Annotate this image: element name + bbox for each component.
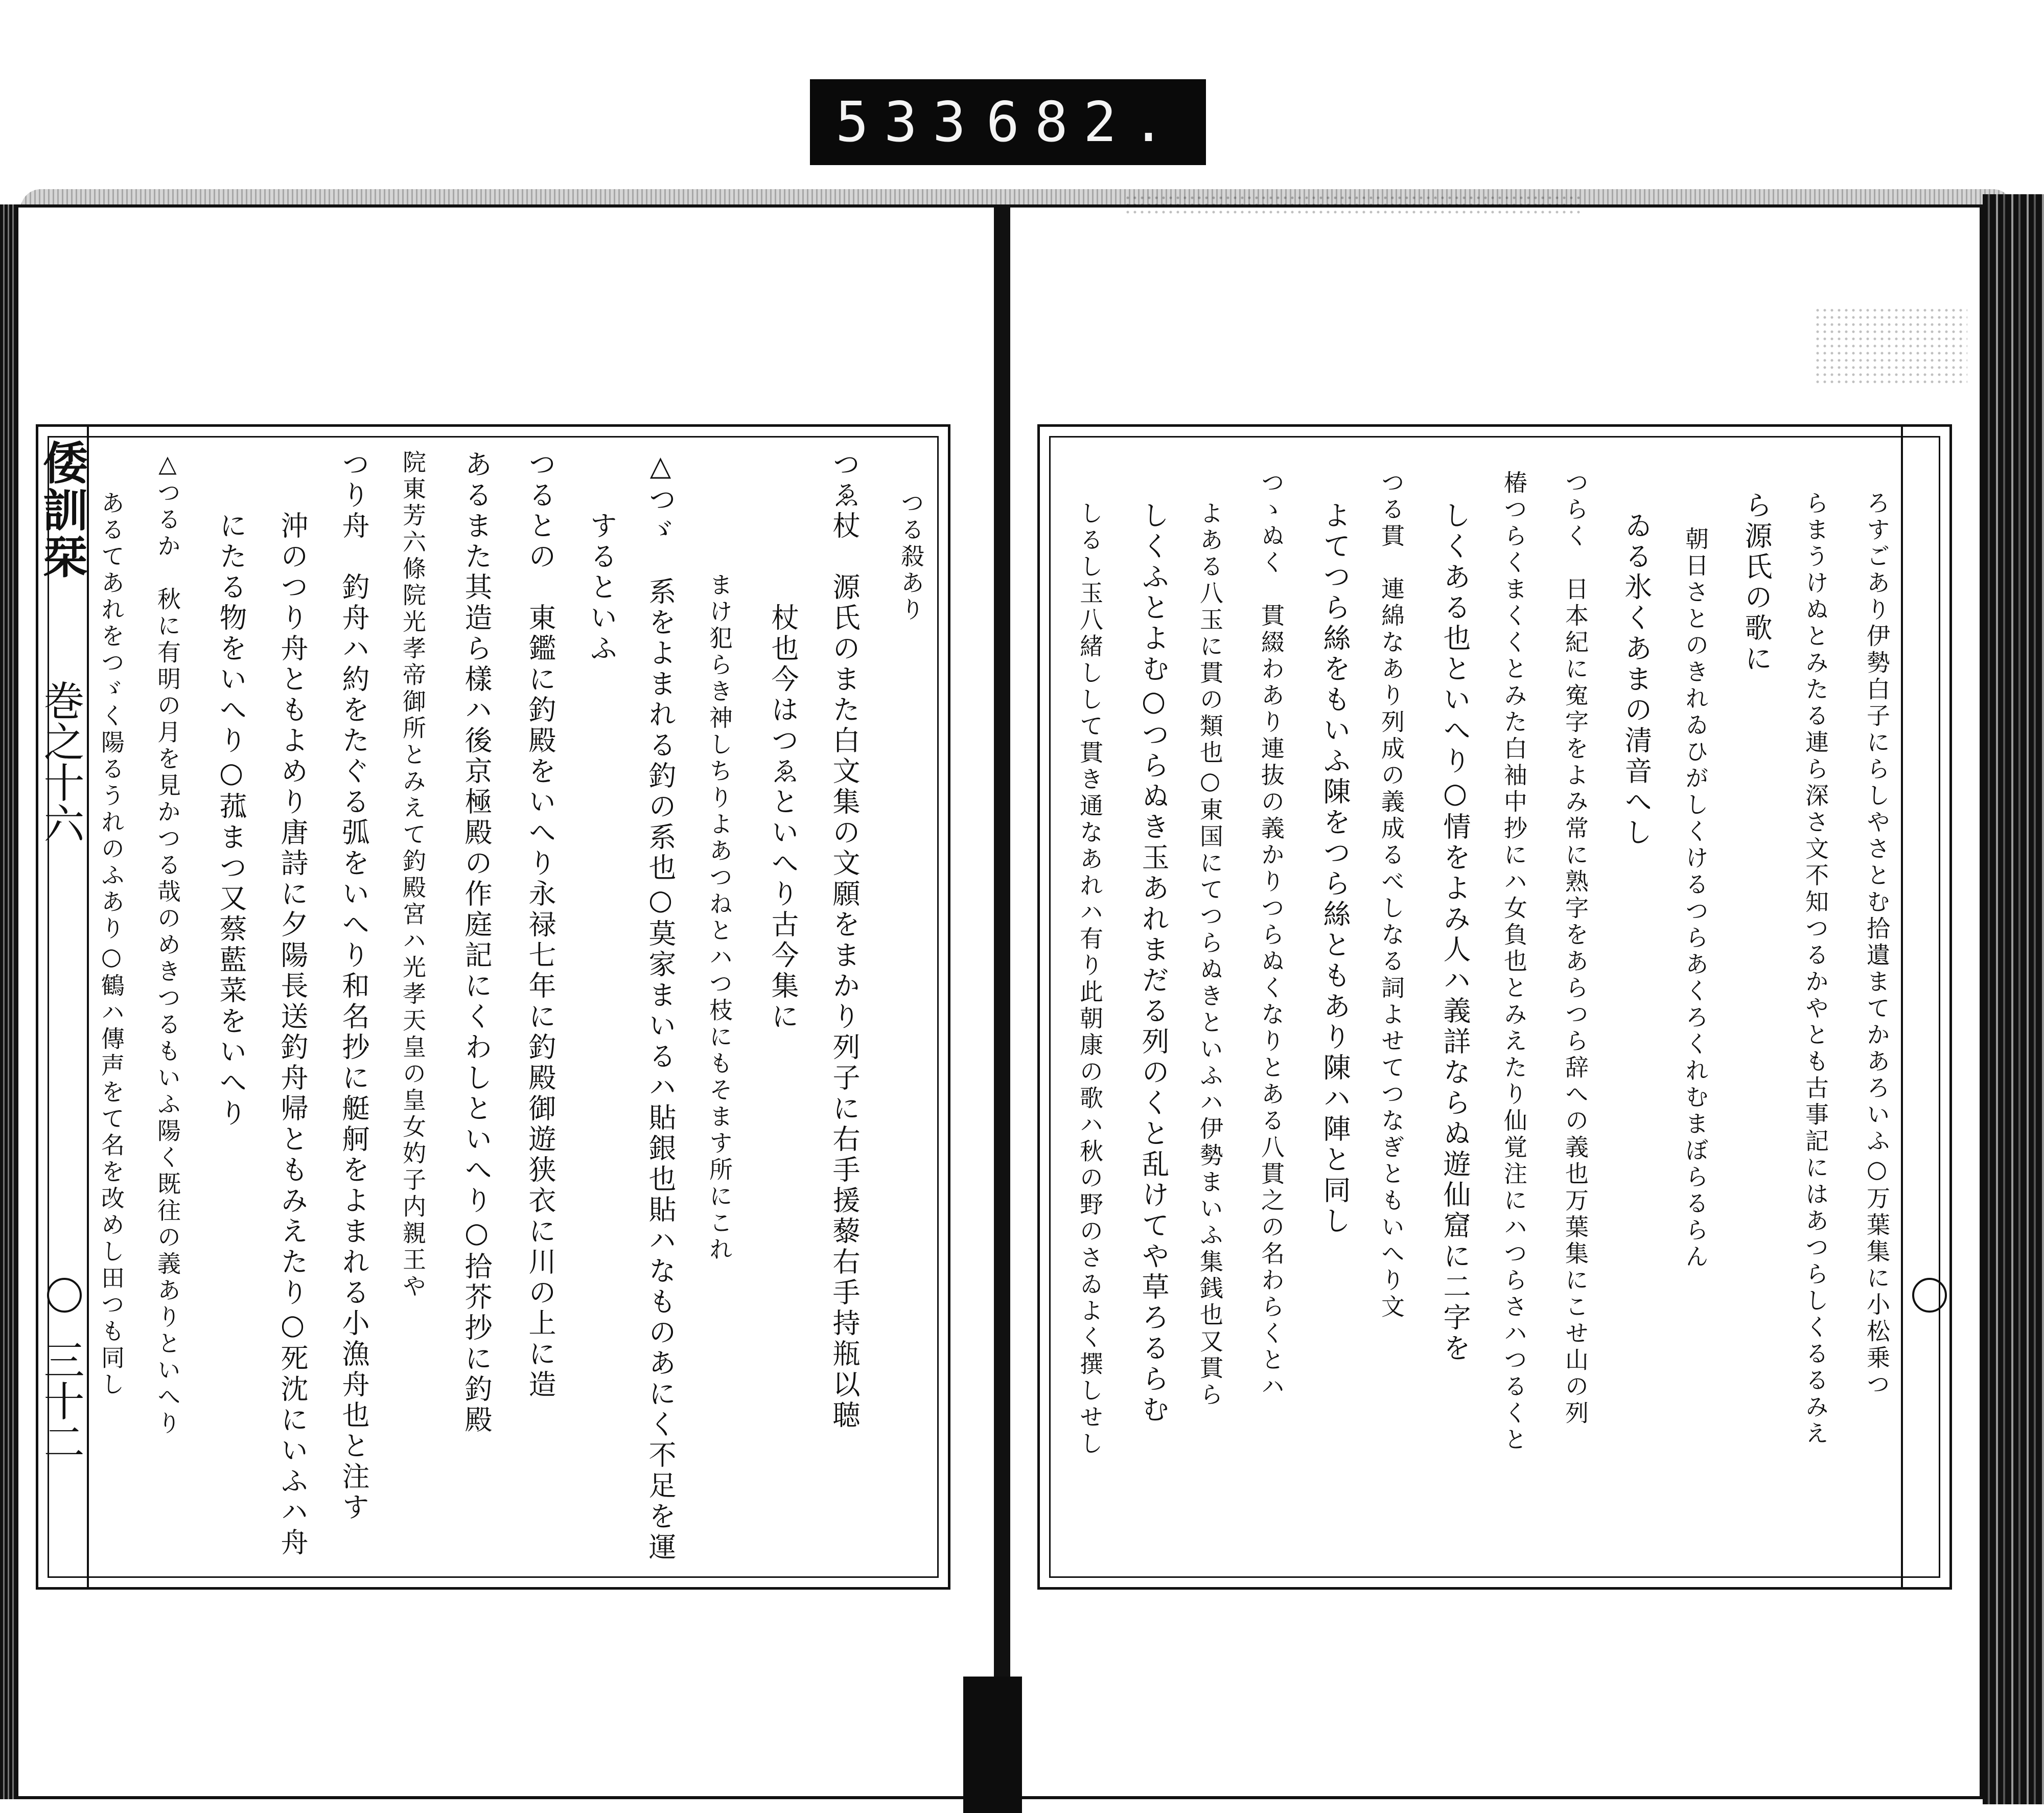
right-col-2: らまうけぬとみたる連ら深さ文不知つるかやとも古事記にはあつらしくるるみえ bbox=[1802, 491, 1829, 1448]
left-col-9: 院東芳六條院光孝帝御所とみえて釣殿宮ハ光孝天皇の皇女妁子内親王や bbox=[399, 450, 427, 1300]
right-col-11: つゝぬく 貫綴わあり連抜の義かりつらぬくなりとある八貫之の名わらくとハ bbox=[1258, 470, 1285, 1401]
book-right-edge bbox=[1983, 194, 2044, 1804]
right-col-13: しくふとよむ○つらぬき玉あれまだる列のくと乱けてや草ろるらむ bbox=[1137, 501, 1170, 1426]
right-col-4: 朝日さとのきれゐひがしくけるつらあくろくれむまぼらるらん bbox=[1682, 526, 1709, 1271]
left-col-13: △つるか 秋に有明の月を見かつる哉のめきつるもいふ陽く既往の義ありといへり bbox=[154, 450, 181, 1437]
binding-hole-icon-right bbox=[1912, 1278, 1947, 1313]
left-col-1: つる殺あり bbox=[897, 491, 925, 624]
left-col-4: まけ犯らき神しちりよあつねとハつ枝にもそます所にこれ bbox=[706, 572, 733, 1264]
right-col-9: つる貫 連綿なあり列成の義成るべしなる詞よせてつなぎともいへり文 bbox=[1378, 470, 1405, 1321]
page-smudge bbox=[1814, 307, 1967, 383]
book-title: 倭訓栞 bbox=[36, 440, 89, 581]
left-col-3: 杖也今はつゑといへり古今集に bbox=[767, 603, 799, 1032]
catalog-label bbox=[810, 79, 1206, 165]
right-col-1: ろすごあり伊勢白子にらしやさとむ拾遺まてかあろいふ○万葉集に小松乗つ bbox=[1863, 491, 1891, 1398]
left-col-7: つるとの 東鑑に釣殿をいへり永禄七年に釣殿御遊狭衣に川の上に造 bbox=[524, 450, 556, 1401]
left-col-14: あるてあれをつゞく陽るうれのふあり○鶴ハ傳声をて名を改めし田つも同し bbox=[98, 491, 125, 1398]
catalog-label-right: 682. bbox=[986, 90, 1180, 154]
left-col-11: 沖のつり舟ともよめり唐詩に夕陽長送釣舟帰ともみえたり○死沈にいふハ舟 bbox=[276, 511, 309, 1558]
binding-hole-icon bbox=[47, 1278, 82, 1313]
left-col-6: するといふ bbox=[586, 511, 618, 664]
right-col-3: ら源氏の歌に bbox=[1740, 491, 1773, 675]
spine-shadow bbox=[963, 1677, 1022, 1813]
right-margin-strip bbox=[1901, 424, 1954, 1590]
right-col-12: よある八玉に貫の類也○東国にてつらぬきといふハ伊勢まいふ集銭也又貫ら bbox=[1196, 501, 1224, 1409]
right-col-14: しるし玉八緒しして貫き通なあれハ有り此朝康の歌ハ秋の野のさゐよく撰しせし bbox=[1076, 501, 1104, 1458]
right-col-8: しくある也といへり○情をよみ人ハ義詳ならぬ遊仙窟に二字を bbox=[1439, 501, 1471, 1364]
right-col-6: つらく 日本紀に寃字をよみ常に熟字をあらつら辞への義也万葉集にこせ山の列 bbox=[1562, 470, 1589, 1427]
right-col-10: よてつら絲をもいふ陳をつら絲ともあり陳ハ陣と同し bbox=[1319, 501, 1351, 1237]
catalog-label-left: 533 bbox=[835, 90, 982, 154]
left-col-12: にたる物をいへり○菰まつ又蔡藍菜をいへり bbox=[215, 511, 247, 1129]
page-number: 三十二 bbox=[37, 1339, 84, 1462]
right-col-7: 椿つらくまくくとみた白袖中抄にハ女負也とみえたり仙覚注にハつらさハつるくと bbox=[1500, 470, 1528, 1454]
left-col-8: あるまた其造ら樣ハ後京極殿の作庭記にくわしといへり○拾芥抄に釣殿 bbox=[460, 450, 493, 1436]
book-spine bbox=[994, 204, 1010, 1813]
left-col-5: △つゞ 系をよまれる釣の系也○莫家まいるハ貼銀也貼ハなものあにく不足を運 bbox=[644, 450, 677, 1563]
page-smudge-top bbox=[1124, 194, 1584, 215]
left-col-10: つり舟 釣舟ハ約をたぐる弧をいへり和名抄に艇舸をよまれる小漁舟也と注す bbox=[338, 450, 370, 1523]
right-col-5: ゐる氷くあまの清音へし bbox=[1620, 511, 1653, 848]
left-col-2: つゑ杖 源氏のまた白文集の文願をまかり列子に右手援藜右手持瓶以聴 bbox=[828, 450, 861, 1431]
volume-label: 巻之十六 bbox=[37, 680, 84, 843]
